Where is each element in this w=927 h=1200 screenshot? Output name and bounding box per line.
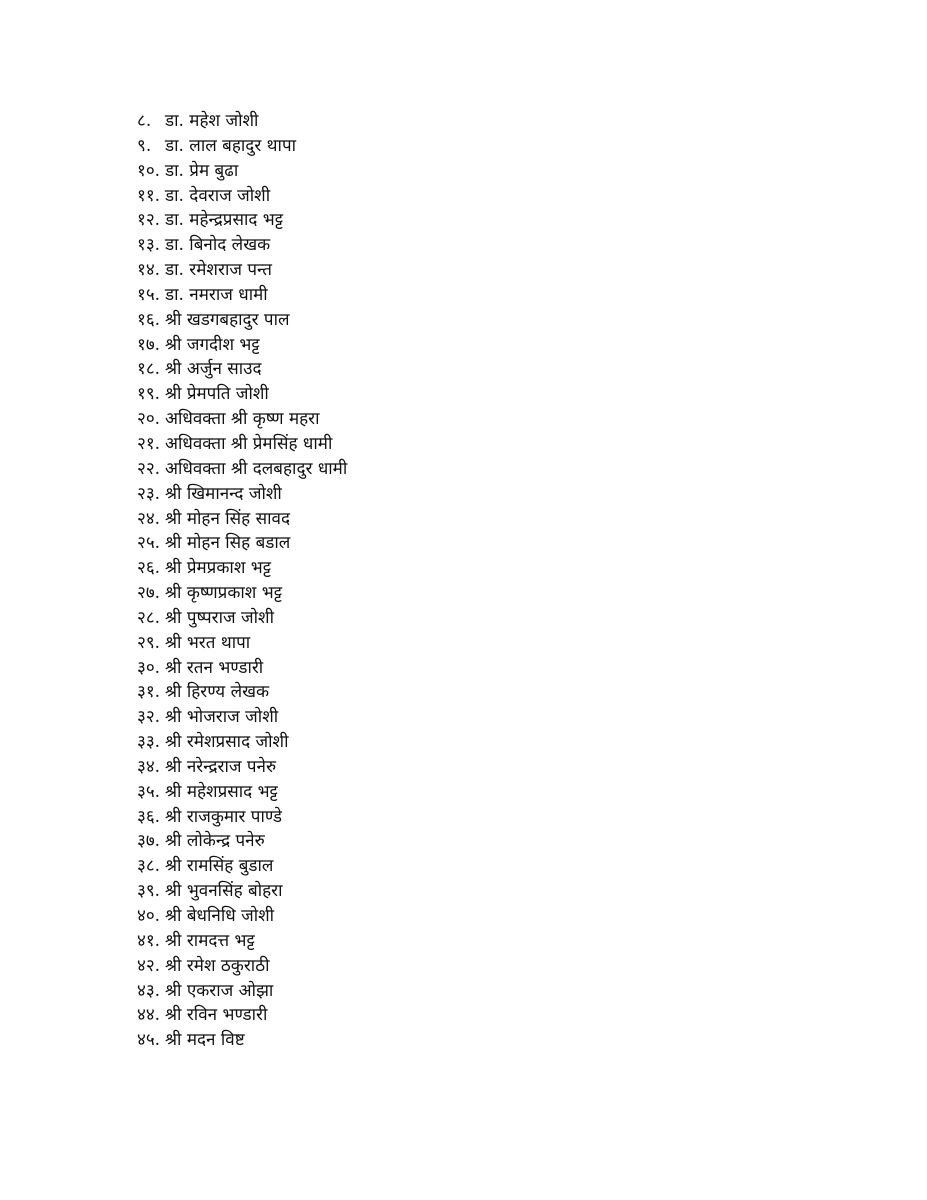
entry-name: डा. नमराज धामी — [165, 284, 268, 305]
entry-number: ४३. — [137, 980, 161, 1001]
list-item — [137, 457, 347, 482]
entry-name: श्री बेधनिधि जोशी — [165, 906, 275, 926]
list-item — [137, 929, 347, 954]
entry-number: ३६. — [137, 806, 161, 827]
list-item — [137, 432, 347, 457]
entry-name: श्री रामसिंह बुडाल — [165, 856, 274, 877]
list-item — [137, 208, 347, 233]
entry-name: श्री अर्जुन साउद — [165, 359, 262, 380]
entry-number: ४५. — [137, 1030, 161, 1051]
entry-name: डा. रमेशराज पन्त — [165, 260, 272, 281]
list-item — [137, 382, 347, 407]
entry-name: श्री खिमानन्द जोशी — [165, 483, 282, 504]
entry-name: श्री रमेश ठकुराठी — [165, 955, 270, 976]
entry-name: श्री भरत थापा — [165, 632, 251, 653]
list-item — [137, 680, 347, 705]
entry-name: श्री महेशप्रसाद भट्ट — [165, 781, 278, 802]
list-item — [137, 556, 347, 581]
entry-number: २२. — [137, 458, 161, 479]
entry-number: १५. — [137, 284, 161, 305]
entry-number: २३. — [137, 483, 161, 504]
entry-number: ३८. — [137, 856, 161, 877]
list-item — [137, 631, 347, 656]
entry-number: ८. — [137, 111, 152, 131]
entry-number: १४. — [137, 260, 161, 281]
list-item — [137, 283, 347, 308]
entry-number: ४०. — [137, 906, 161, 926]
entry-number: ३१. — [137, 682, 161, 703]
list-item — [137, 954, 347, 979]
list-item — [137, 308, 347, 333]
entry-number: १६. — [137, 309, 161, 330]
list-item — [137, 184, 347, 209]
list-item — [137, 606, 347, 631]
entry-name: श्री मोहन सिह बडाल — [165, 533, 291, 554]
entry-number: ३२. — [137, 707, 161, 728]
list-item — [137, 1003, 347, 1028]
entry-number: ४२. — [137, 955, 161, 976]
list-item — [137, 705, 347, 730]
entry-number: २७. — [137, 583, 161, 604]
entry-number: ३७. — [137, 831, 161, 852]
entry-name: डा. प्रेम बुढा — [165, 160, 239, 181]
list-item — [137, 904, 347, 929]
list-item — [137, 159, 347, 184]
entry-number: ३४. — [137, 756, 161, 777]
entry-name: अधिवक्ता श्री दलबहादुर धामी — [165, 458, 348, 479]
list-item — [137, 507, 347, 532]
entry-name: श्री भोजराज जोशी — [165, 707, 279, 728]
entry-name: श्री हिरण्य लेखक — [165, 682, 270, 703]
entry-name: श्री लोकेन्द्र पनेरु — [165, 831, 265, 852]
entry-name: श्री पुष्पराज जोशी — [165, 607, 274, 628]
entry-number: २९. — [137, 632, 161, 653]
list-item — [137, 233, 347, 258]
entry-name: डा. देवराज जोशी — [165, 185, 271, 206]
list-item — [137, 879, 347, 904]
list-item — [137, 134, 347, 159]
entry-name: श्री रतन भण्डारी — [165, 657, 264, 678]
list-item — [137, 581, 347, 606]
entry-number: २५. — [137, 533, 161, 554]
entry-name: श्री कृष्णप्रकाश भट्ट — [165, 583, 283, 604]
entry-number: ४४. — [137, 1005, 161, 1026]
entry-name: श्री नरेन्द्रराज पनेरु — [165, 756, 277, 777]
entry-number: २४. — [137, 508, 161, 529]
list-item — [137, 979, 347, 1004]
entry-number: ३०. — [137, 657, 161, 678]
entry-number: १२. — [137, 210, 161, 231]
entry-name: डा. लाल बहादुर थापा — [165, 135, 297, 156]
entry-name: अधिवक्ता श्री कृष्ण महरा — [165, 409, 320, 430]
entry-name: श्री एकराज ओझा — [165, 980, 274, 1001]
list-item — [137, 258, 347, 283]
entry-number: २१. — [137, 433, 161, 454]
list-item — [137, 482, 347, 507]
entry-name: श्री प्रेमपति जोशी — [165, 384, 269, 405]
entry-name: डा. बिनोद लेखक — [165, 235, 271, 256]
entry-number: १३. — [137, 235, 161, 256]
list-item — [137, 109, 347, 134]
entry-number: ३५. — [137, 781, 161, 802]
entry-number: १९. — [137, 384, 161, 405]
member-name-list — [137, 109, 347, 1053]
entry-name: श्री प्रेमप्रकाश भट्ट — [165, 558, 272, 579]
entry-number: २८. — [137, 607, 161, 628]
entry-name: श्री खडगबहादुर पाल — [165, 309, 290, 330]
entry-number: ३९. — [137, 881, 161, 902]
list-item — [137, 656, 347, 681]
entry-number: ११. — [137, 185, 161, 206]
entry-name: श्री राजकुमार पाण्डे — [165, 806, 283, 827]
entry-number: २६. — [137, 558, 161, 579]
list-item — [137, 805, 347, 830]
list-item — [137, 407, 347, 432]
list-item — [137, 357, 347, 382]
entry-name: श्री भुवनसिंह बोहरा — [165, 881, 283, 902]
entry-number: ९. — [137, 135, 152, 156]
list-item — [137, 531, 347, 556]
entry-name: डा. महेश जोशी — [165, 111, 259, 131]
entry-name: अधिवक्ता श्री प्रेमसिंह धामी — [165, 433, 333, 454]
entry-name: श्री मदन विष्ट — [165, 1030, 245, 1051]
entry-number: १७. — [137, 334, 161, 355]
list-item — [137, 854, 347, 879]
entry-number: २०. — [137, 409, 161, 430]
entry-name: श्री रमेशप्रसाद जोशी — [165, 732, 289, 753]
entry-name: श्री रामदत्त भट्ट — [165, 930, 255, 951]
list-item — [137, 730, 347, 755]
list-item — [137, 780, 347, 805]
entry-number: १८. — [137, 359, 161, 380]
entry-number: ३३. — [137, 732, 161, 753]
entry-name: श्री जगदीश भट्ट — [165, 334, 260, 355]
list-item — [137, 755, 347, 780]
entry-number: ४१. — [137, 930, 161, 951]
list-item — [137, 333, 347, 358]
entry-number: १०. — [137, 160, 161, 181]
list-item — [137, 829, 347, 854]
entry-name: श्री रविन भण्डारी — [165, 1005, 268, 1026]
entry-name: श्री मोहन सिंह सावद — [165, 508, 290, 529]
entry-name: डा. महेन्द्रप्रसाद भट्ट — [165, 210, 284, 231]
list-item — [137, 1028, 347, 1053]
